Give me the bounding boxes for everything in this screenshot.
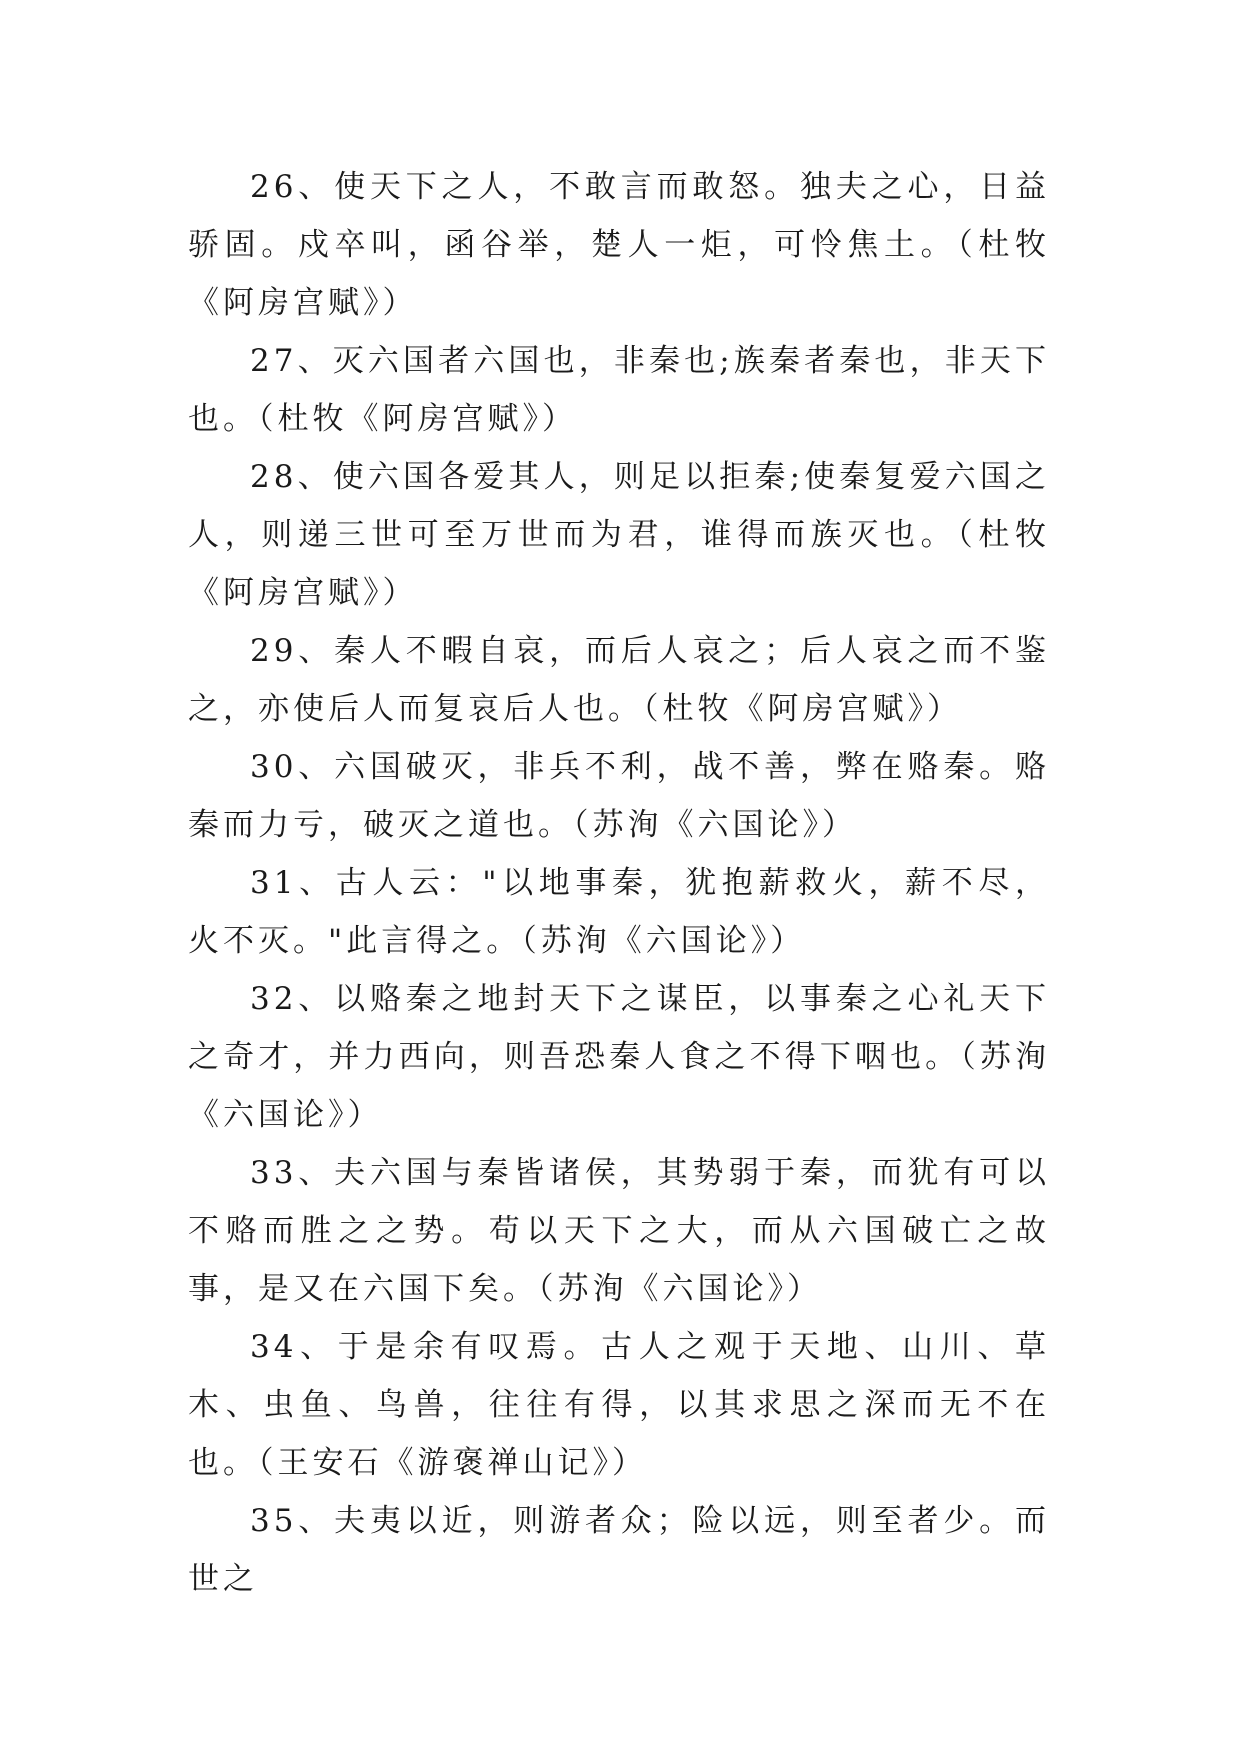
quote-paragraph-29: 29、秦人不暇自哀，而后人哀之；后人哀之而不鉴之，亦使后人而复哀后人也。（杜牧《阿房宫赋》） — [188, 633, 1050, 727]
quote-paragraph-28: 28、使六国各爱其人，则足以拒秦;使秦复爱六国之人，则递三世可至万世而为君，谁得而族灭也。（杜牧《阿房宫赋》） — [188, 459, 1050, 611]
quote-paragraph-32: 32、以赂秦之地封天下之谋臣，以事秦之心礼天下之奇才，并力西向，则吾恐秦人食之不得下咽也。（苏洵《六国论》） — [188, 981, 1050, 1133]
body-text — [188, 158, 1050, 1608]
quote-paragraph-34: 34、于是余有叹焉。古人之观于天地、山川、草木、虫鱼、鸟兽，往往有得，以其求思之深而无不在也。（王安石《游褒禅山记》） — [188, 1329, 1050, 1481]
quote-paragraph-35: 35、夫夷以近，则游者众；险以远，则至者少。而世之 — [188, 1503, 1050, 1597]
quote-paragraph-33: 33、夫六国与秦皆诸侯，其势弱于秦，而犹有可以不赂而胜之之势。苟以天下之大，而从六国破亡之故事，是又在六国下矣。（苏洵《六国论》） — [188, 1155, 1050, 1307]
quote-paragraph-27: 27、灭六国者六国也，非秦也;族秦者秦也，非天下也。（杜牧《阿房宫赋》） — [188, 343, 1050, 437]
quote-paragraph-30: 30、六国破灭，非兵不利，战不善，弊在赂秦。赂秦而力亏，破灭之道也。（苏洵《六国论》） — [188, 749, 1050, 843]
quote-paragraph-26: 26、使天下之人，不敢言而敢怒。独夫之心，日益骄固。戍卒叫，函谷举，楚人一炬，可怜焦土。（杜牧《阿房宫赋》） — [188, 169, 1050, 321]
quote-paragraph-31: 31、古人云："以地事秦，犹抱薪救火，薪不尽，火不灭。"此言得之。（苏洵《六国论》） — [188, 865, 1050, 959]
